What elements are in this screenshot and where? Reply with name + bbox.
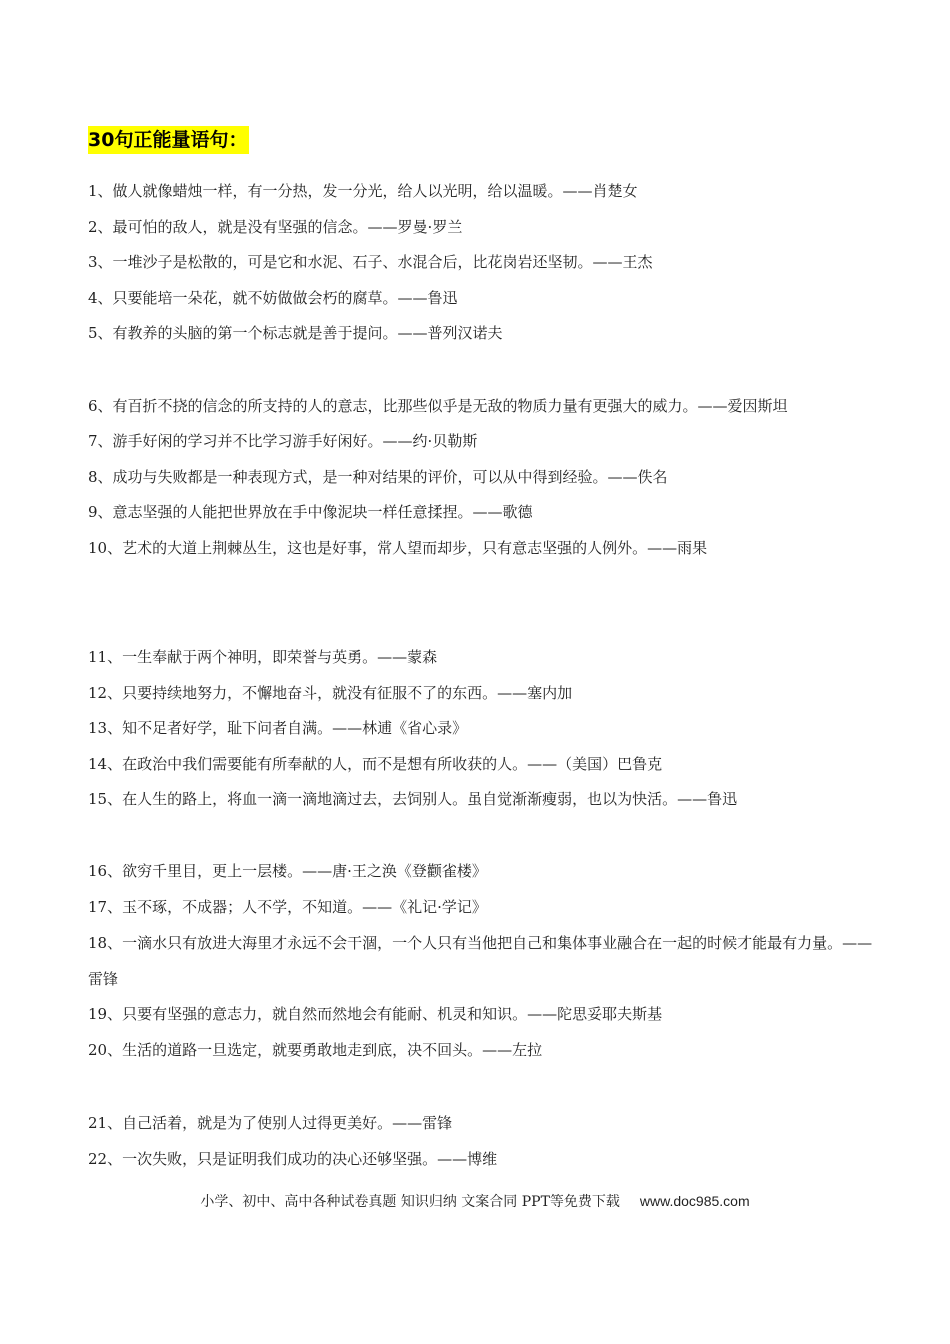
page-title: 30句正能量语句： [88,126,249,154]
quote-group-2 [88,388,878,566]
quote-item: 18、一滴水只有放进大海里才永远不会干涸，一个人只有当他把自己和集体事业融合在一起的时候才能最有力量。——雷锋 [88,934,873,988]
quote-group-5 [88,1106,878,1177]
quote-group-1 [88,174,878,352]
quote-item: 7、游手好闲的学习并不比学习游手好闲好。——约·贝勒斯 [88,432,478,450]
quote-group-3 [88,640,878,818]
quote-item: 4、只要能培一朵花，就不妨做做会朽的腐草。——鲁迅 [88,288,458,307]
quote-item: 17、玉不琢，不成器；人不学，不知道。——《礼记·学记》 [88,897,487,916]
quote-item: 2、最可怕的敌人，就是没有坚强的信念。——罗曼·罗兰 [88,217,463,236]
quote-item: 10、艺术的大道上荆棘丛生，这也是好事，常人望而却步，只有意志坚强的人例外。——雨果 [88,538,708,557]
footer-site-link[interactable]: www.doc985.com [639,1193,750,1209]
quote-item: 12、只要持续地努力，不懈地奋斗，就没有征服不了的东西。——塞内加 [88,683,573,702]
quote-item: 22、一次失败，只是证明我们成功的决心还够坚强。——博维 [88,1149,498,1168]
page-footer [0,1190,950,1213]
quote-item: 14、在政治中我们需要能有所奉献的人，而不是想有所收获的人。——（美国）巴鲁克 [88,754,663,773]
quote-item: 1、做人就像蜡烛一样，有一分热，发一分光，给人以光明，给以温暖。——肖楚女 [88,182,638,200]
quote-item: 19、只要有坚强的意志力，就自然而然地会有能耐、机灵和知识。——陀思妥耶夫斯基 [88,1005,663,1023]
quote-item: 15、在人生的路上，将血一滴一滴地滴过去，去饲别人。虽自觉渐渐瘦弱，也以为快活。——鲁迅 [88,790,738,808]
quote-item: 21、自己活着，就是为了使别人过得更美好。——雷锋 [88,1114,453,1132]
quote-item: 8、成功与失败都是一种表现方式，是一种对结果的评价，可以从中得到经验。——佚名 [88,467,668,486]
quote-item: 6、有百折不挠的信念的所支持的人的意志，比那些似乎是无敌的物质力量有更强大的威力。——爱因斯坦 [88,397,788,415]
quote-item: 9、意志坚强的人能把世界放在手中像泥块一样任意揉捏。——歌德 [88,503,533,521]
quote-item: 20、生活的道路一旦选定，就要勇敢地走到底，决不回头。——左拉 [88,1040,543,1059]
footer-text: 小学、初中、高中各种试卷真题 知识归纳 文案合同 PPT等免费下载 [200,1194,620,1210]
quote-item: 13、知不足者好学，耻下问者自满。——林逋《省心录》 [88,719,468,737]
quote-item: 11、一生奉献于两个神明，即荣誉与英勇。——蒙森 [88,648,438,666]
quote-group-4 [88,854,878,1068]
quote-item: 5、有教养的头脑的第一个标志就是善于提问。——普列汉诺夫 [88,324,503,342]
quote-item: 3、一堆沙子是松散的，可是它和水泥、石子、水混合后，比花岗岩还坚韧。——王杰 [88,253,653,271]
quote-item: 16、欲穷千里目，更上一层楼。——唐·王之涣《登颧雀楼》 [88,862,487,880]
